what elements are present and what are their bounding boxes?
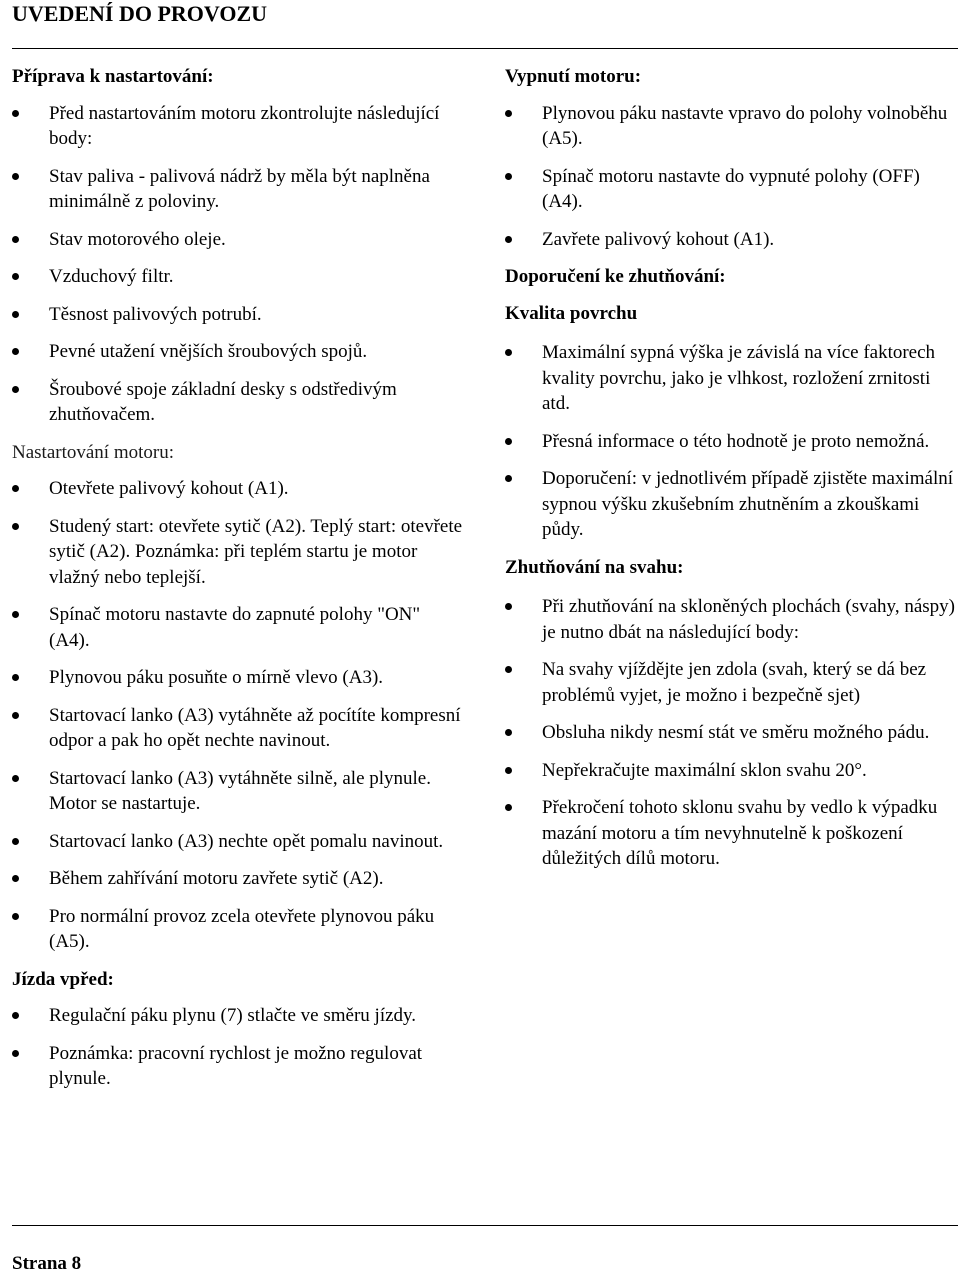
list-item-text: Spínač motoru nastavte do zapnuté polohy "ON" (A4). xyxy=(49,604,421,651)
list-item-text: Šroubové spoje základní desky s odstředivým zhutňovačem. xyxy=(49,378,397,425)
bullet-icon xyxy=(12,913,19,920)
list-item xyxy=(12,766,464,817)
list-item-text: Obsluha nikdy nesmí stát ve směru možného pádu. xyxy=(542,722,930,743)
bullet-icon xyxy=(12,611,19,618)
footer-divider xyxy=(12,1225,958,1226)
list-item xyxy=(12,703,464,754)
list-item-text: Startovací lanko (A3) vytáhněte až pocítíte kompresní odpor a pak ho opět nechte navinout. xyxy=(49,704,461,751)
engine-stop-list xyxy=(505,101,957,253)
list-item-text: Poznámka: pracovní rychlost je možno regulovat plynule. xyxy=(49,1042,423,1089)
list-item-text: Maximální sypná výška je závislá na více faktorech kvality povrchu, jako je vlhkost, rozložení zrnitosti atd. xyxy=(542,342,936,414)
surface-quality-list xyxy=(505,340,957,543)
list-item xyxy=(12,665,464,691)
bullet-icon xyxy=(505,804,512,811)
list-item-text: Plynovou páku nastavte vpravo do polohy volnoběhu (A5). xyxy=(542,102,948,149)
bullet-icon xyxy=(505,236,512,243)
bullet-icon xyxy=(505,767,512,774)
drive-forward-list xyxy=(12,1003,464,1092)
list-item-text: Překročení tohoto sklonu svahu by vedlo k výpadku mazání motoru a tím nevyhnutelně k poškození důležitých dílů motoru. xyxy=(542,797,938,869)
bullet-icon xyxy=(505,729,512,736)
list-item xyxy=(12,514,464,591)
bullet-icon xyxy=(12,236,19,243)
list-item xyxy=(505,429,957,455)
list-item xyxy=(12,904,464,955)
section-heading-surface-quality: Kvalita povrchu xyxy=(505,302,638,324)
bullet-icon xyxy=(505,666,512,673)
section-heading-slope-compaction: Zhutňování na svahu: xyxy=(505,556,684,578)
bullet-icon xyxy=(505,349,512,356)
bullet-icon xyxy=(12,311,19,318)
bullet-icon xyxy=(505,173,512,180)
bullet-icon xyxy=(12,875,19,882)
list-item-text: Doporučení: v jednotlivém případě zjistěte maximální sypnou výšku zkušebním zhutněním a zkouškami půdy. xyxy=(542,468,954,540)
list-item xyxy=(12,164,464,215)
list-item-text: Regulační páku plynu (7) stlačte ve směru jízdy. xyxy=(49,1005,417,1026)
list-item-text: Plynovou páku posuňte o mírně vlevo (A3). xyxy=(49,667,384,688)
list-item-text: Při zhutňování na skloněných plochách (svahy, náspy) je nutno dbát na následující body: xyxy=(542,596,955,643)
bullet-icon xyxy=(12,348,19,355)
left-column xyxy=(12,64,464,1104)
list-item xyxy=(12,829,464,855)
page-number: Strana 8 xyxy=(12,1253,82,1274)
list-item-text: Na svahy vjíždějte jen zdola (svah, který se dá bez problémů vyjet, je možno i bezpečně sjet) xyxy=(542,659,927,706)
list-item-text: Před nastartováním motoru zkontrolujte následující body: xyxy=(49,102,440,149)
bullet-icon xyxy=(12,523,19,530)
list-item-text: Stav paliva - palivová nádrž by měla být naplněna minimálně z poloviny. xyxy=(49,165,430,212)
section-heading-compaction-recommendations: Doporučení ke zhutňování: xyxy=(505,266,726,287)
list-item xyxy=(505,758,957,784)
list-item-text: Pro normální provoz zcela otevřete plynovou páku (A5). xyxy=(49,905,435,952)
list-item xyxy=(505,720,957,746)
list-item xyxy=(505,466,957,543)
list-item-text: Otevřete palivový kohout (A1). xyxy=(49,478,289,499)
list-item xyxy=(12,1003,464,1029)
bullet-icon xyxy=(12,110,19,117)
list-item xyxy=(12,1041,464,1092)
bullet-icon xyxy=(12,386,19,393)
list-item-text: Přesná informace o této hodnotě je proto nemožná. xyxy=(542,430,930,452)
list-item-text: Těsnost palivových potrubí. xyxy=(49,303,262,325)
list-item xyxy=(12,101,464,152)
list-item-text: Vzduchový filtr. xyxy=(49,266,174,287)
bullet-icon xyxy=(12,838,19,845)
bullet-icon xyxy=(12,173,19,180)
list-item xyxy=(12,602,464,653)
bullet-icon xyxy=(12,674,19,681)
list-item xyxy=(12,227,464,253)
list-item-text: Spínač motoru nastavte do vypnuté polohy (OFF) (A4). xyxy=(542,165,920,212)
header-divider xyxy=(12,48,958,49)
list-item-text: Během zahřívání motoru zavřete sytič (A2). xyxy=(49,868,384,889)
list-item xyxy=(505,227,957,253)
page-title: UVEDENÍ DO PROVOZU xyxy=(12,1,268,26)
right-column xyxy=(505,64,957,884)
slope-compaction-list xyxy=(505,594,957,872)
list-item-text: Studený start: otevřete sytič (A2). Teplý start: otevřete sytič (A2). Poznámka: při teplém startu je motor vlažný nebo teplejší. xyxy=(49,515,463,588)
list-item xyxy=(12,476,464,502)
section-heading-engine-stop: Vypnutí motoru: xyxy=(505,66,642,87)
list-item xyxy=(12,302,464,328)
list-item-text: Pevné utažení vnějších šroubových spojů. xyxy=(49,341,368,362)
preparation-list xyxy=(12,101,464,428)
bullet-icon xyxy=(12,485,19,492)
list-item-text: Nepřekračujte maximální sklon svahu 20°. xyxy=(542,759,867,781)
bullet-icon xyxy=(505,603,512,610)
list-item xyxy=(505,594,957,645)
bullet-icon xyxy=(12,712,19,719)
list-item xyxy=(505,795,957,872)
list-item xyxy=(12,866,464,892)
bullet-icon xyxy=(505,110,512,117)
list-item xyxy=(505,101,957,152)
list-item xyxy=(505,164,957,215)
list-item-text: Startovací lanko (A3) vytáhněte silně, ale plynule. Motor se nastartuje. xyxy=(49,767,431,814)
section-heading-engine-start: Nastartování motoru: xyxy=(12,441,174,463)
bullet-icon xyxy=(505,438,512,445)
engine-start-list xyxy=(12,476,464,955)
list-item-text: Startovací lanko (A3) nechte opět pomalu navinout. xyxy=(49,830,444,852)
list-item-text: Stav motorového oleje. xyxy=(49,228,226,250)
bullet-icon xyxy=(12,775,19,782)
list-item xyxy=(12,339,464,365)
bullet-icon xyxy=(12,1012,19,1019)
list-item xyxy=(505,340,957,417)
list-item xyxy=(12,264,464,290)
bullet-icon xyxy=(12,1050,19,1057)
list-item-text: Zavřete palivový kohout (A1). xyxy=(542,228,775,250)
section-heading-preparation: Příprava k nastartování: xyxy=(12,66,214,87)
list-item xyxy=(12,377,464,428)
section-heading-drive-forward: Jízda vpřed: xyxy=(12,968,114,990)
bullet-icon xyxy=(505,475,512,482)
list-item xyxy=(505,657,957,708)
bullet-icon xyxy=(12,273,19,280)
